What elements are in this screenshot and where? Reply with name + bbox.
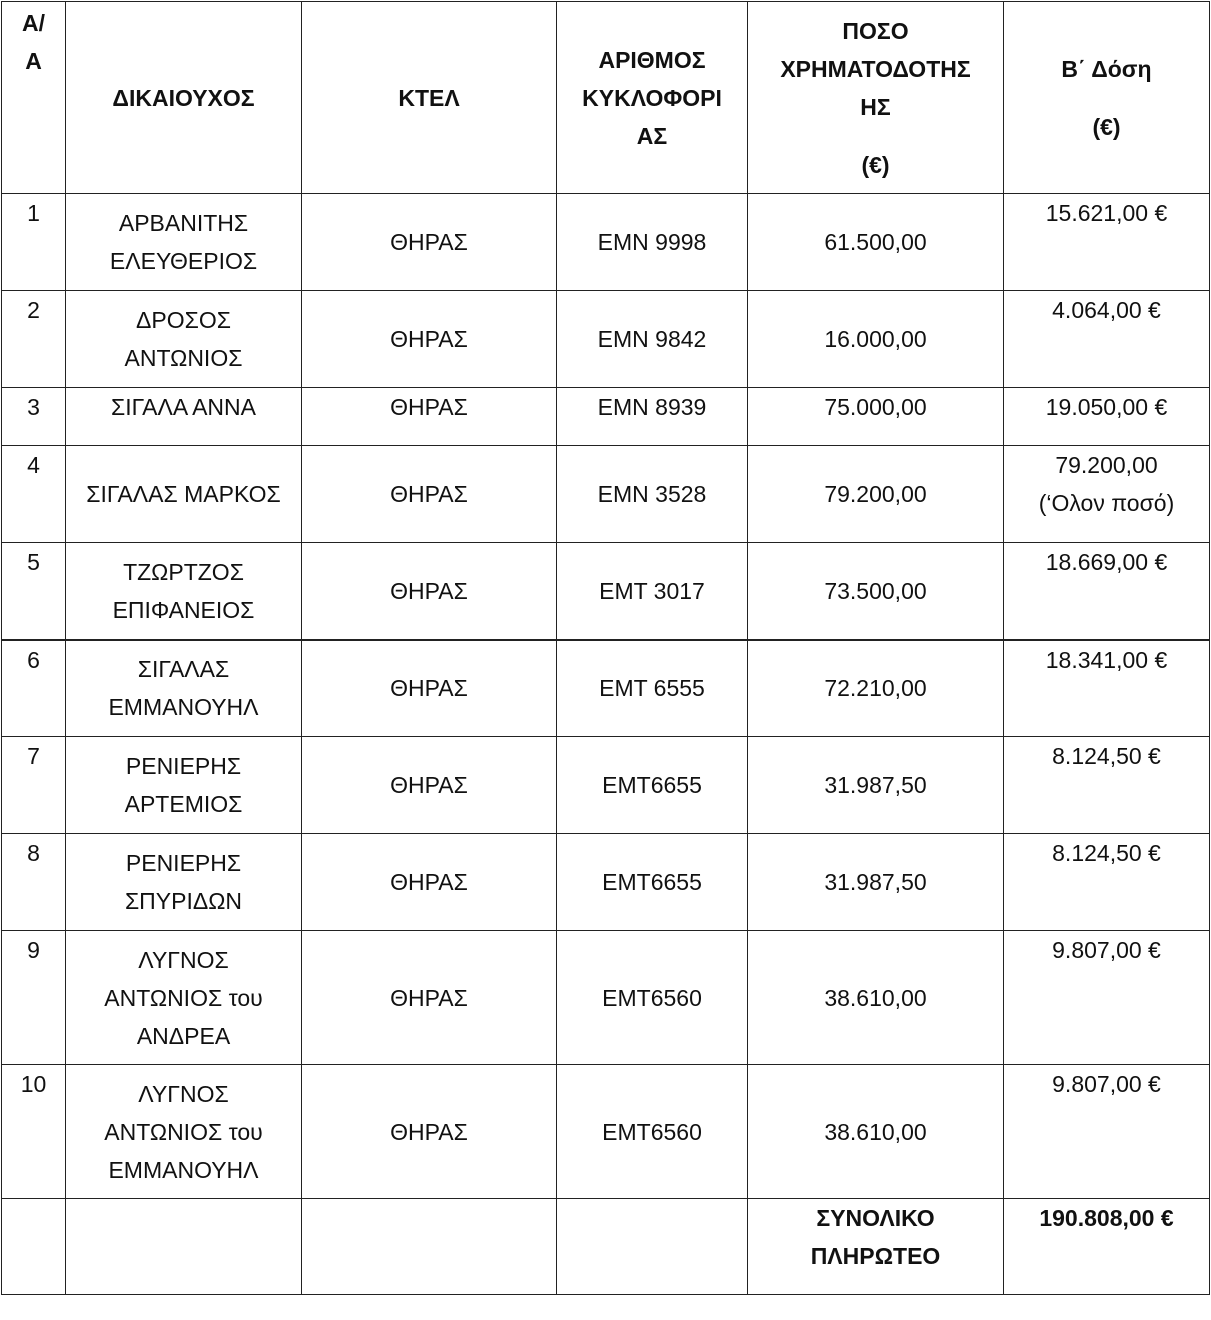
header-amount-line3: ΗΣ [860, 93, 891, 120]
header-dose-label: Β΄ Δόση [1061, 55, 1152, 82]
dose-cell [1004, 834, 1210, 931]
beneficiary-cell [66, 931, 302, 1065]
dose-cell [1004, 194, 1210, 291]
plate-cell: ΕΜΤ 6555 [557, 640, 748, 737]
dose-cell [1004, 1065, 1210, 1199]
total-row [2, 1199, 1210, 1295]
ktel-cell: ΘΗΡΑΣ [302, 194, 557, 291]
beneficiary-line: ΑΝΤΩΝΙΟΣ [124, 345, 243, 371]
row-number: 2 [2, 291, 66, 388]
beneficiary-line: ΑΡΤΕΜΙΟΣ [124, 791, 243, 817]
header-plate-line2: ΚΥΚΛΟΦΟΡΙ [582, 84, 722, 111]
dose-cell [1004, 388, 1210, 446]
dose-value: 18.669,00 € [1045, 549, 1168, 575]
beneficiary-cell [66, 194, 302, 291]
total-label [748, 1199, 1004, 1295]
beneficiary-line: ΛΥΓΝΟΣ [138, 946, 229, 973]
row-number: 3 [2, 388, 66, 446]
beneficiary-cell [66, 737, 302, 834]
plate-cell: ΕΜΤ6655 [557, 834, 748, 931]
ktel-cell: ΘΗΡΑΣ [302, 640, 557, 737]
table-row [2, 388, 1210, 446]
dose-value: 18.341,00 € [1045, 646, 1168, 673]
table-row [2, 640, 1210, 737]
beneficiary-line: ΑΝΔΡΕΑ [136, 1022, 231, 1049]
total-label-line: ΠΛΗΡΩΤΕΟ [810, 1243, 941, 1269]
beneficiary-cell [66, 291, 302, 388]
amount-cell: 73.500,00 [748, 543, 1004, 640]
beneficiary-line: ΣΙΓΑΛΑΣ [137, 656, 230, 683]
beneficiary-line: ΣΠΥΡΙΔΩΝ [124, 888, 243, 914]
beneficiary-line: ΔΡΟΣΟΣ [136, 307, 231, 333]
plate-cell: ΕΜΝ 9842 [557, 291, 748, 388]
beneficiary-line: ΑΝΤΩΝΙΟΣ του [104, 984, 263, 1011]
table-row [2, 737, 1210, 834]
header-amount [748, 2, 1004, 194]
ktel-cell: ΘΗΡΑΣ [302, 291, 557, 388]
dose-note: (‘Ολον ποσό) [1038, 490, 1175, 516]
table-row [2, 446, 1210, 543]
beneficiary-line: ΑΡΒΑΝΙΤΗΣ [118, 210, 249, 236]
total-label-line: ΣΥΝΟΛΙΚΟ [816, 1205, 935, 1231]
ktel-cell: ΘΗΡΑΣ [302, 834, 557, 931]
plate-cell: ΕΜΤ6655 [557, 737, 748, 834]
amount-cell: 79.200,00 [748, 446, 1004, 543]
ktel-cell: ΘΗΡΑΣ [302, 446, 557, 543]
dose-cell [1004, 291, 1210, 388]
empty-cell [2, 1199, 66, 1295]
row-number: 5 [2, 543, 66, 640]
amount-cell: 31.987,50 [748, 834, 1004, 931]
header-plate-line3: ΑΣ [636, 122, 668, 149]
plate-cell: ΕΜΝ 9998 [557, 194, 748, 291]
beneficiary-cell [66, 446, 302, 543]
plate-cell: ΕΜΤ6560 [557, 931, 748, 1065]
empty-cell [557, 1199, 748, 1295]
beneficiary-cell [66, 834, 302, 931]
header-dose-unit: (€) [1092, 113, 1121, 140]
table-row [2, 834, 1210, 931]
beneficiary-cell [66, 543, 302, 640]
amount-cell: 31.987,50 [748, 737, 1004, 834]
header-aa-line1: Α/ [22, 10, 45, 36]
header-plate-line1: ΑΡΙΘΜΟΣ [598, 46, 706, 73]
ktel-cell: ΘΗΡΑΣ [302, 388, 557, 446]
header-amount-line1: ΠΟΣΟ [842, 17, 909, 44]
row-number: 1 [2, 194, 66, 291]
ktel-cell: ΘΗΡΑΣ [302, 931, 557, 1065]
row-number: 8 [2, 834, 66, 931]
empty-cell [66, 1199, 302, 1295]
header-dose [1004, 2, 1210, 194]
beneficiary-line: ΡΕΝΙΕΡΗΣ [125, 850, 242, 876]
ktel-cell: ΘΗΡΑΣ [302, 737, 557, 834]
amount-cell: 16.000,00 [748, 291, 1004, 388]
beneficiary-line: ΕΜΜΑΝΟΥΗΛ [108, 694, 259, 721]
header-amount-line2: ΧΡΗΜΑΤΟΔΟΤΗΣ [780, 55, 971, 82]
beneficiary-line: ΕΠΙΦΑΝΕΙΟΣ [112, 596, 255, 623]
beneficiary-cell [66, 388, 302, 446]
dose-cell [1004, 737, 1210, 834]
payments-table [1, 1, 1210, 1295]
row-number: 10 [2, 1065, 66, 1199]
table-row [2, 194, 1210, 291]
dose-value: 9.807,00 € [1052, 937, 1161, 963]
dose-value: 15.621,00 € [1045, 200, 1168, 226]
dose-cell [1004, 446, 1210, 543]
table-row [2, 1065, 1210, 1199]
dose-value: 8.124,50 € [1052, 840, 1161, 866]
header-amount-unit: (€) [861, 151, 890, 178]
dose-value: 9.807,00 € [1052, 1071, 1161, 1097]
plate-cell: ΕΜΤ6560 [557, 1065, 748, 1199]
plate-cell: ΕΜΝ 3528 [557, 446, 748, 543]
beneficiary-line: ΡΕΝΙΕΡΗΣ [125, 753, 242, 779]
amount-cell: 38.610,00 [748, 1065, 1004, 1199]
dose-cell [1004, 543, 1210, 640]
plate-cell: ΕΜΤ 3017 [557, 543, 748, 640]
dose-value: 4.064,00 € [1052, 297, 1161, 323]
header-row [2, 2, 1210, 194]
beneficiary-line: ΣΙΓΑΛΑ ΑΝΝΑ [111, 394, 256, 420]
amount-cell: 61.500,00 [748, 194, 1004, 291]
row-number: 6 [2, 640, 66, 737]
total-value: 190.808,00 € [1004, 1199, 1210, 1295]
header-ktel: ΚΤΕΛ [302, 2, 557, 194]
dose-cell [1004, 640, 1210, 737]
dose-value: 79.200,00 [1055, 452, 1158, 478]
ktel-cell: ΘΗΡΑΣ [302, 543, 557, 640]
table-row [2, 543, 1210, 640]
row-number: 9 [2, 931, 66, 1065]
beneficiary-line: ΕΛΕΥΘΕΡΙΟΣ [109, 248, 258, 274]
dose-value: 8.124,50 € [1052, 743, 1161, 769]
row-number: 7 [2, 737, 66, 834]
beneficiary-line: ΣΙΓΑΛΑΣ ΜΑΡΚΟΣ [86, 481, 281, 507]
beneficiary-line: ΑΝΤΩΝΙΟΣ του [104, 1118, 263, 1145]
table-row [2, 291, 1210, 388]
header-beneficiary: ΔΙΚΑΙΟΥΧΟΣ [66, 2, 302, 194]
dose-value: 19.050,00 € [1045, 394, 1168, 420]
amount-cell: 72.210,00 [748, 640, 1004, 737]
beneficiary-line: ΕΜΜΑΝΟΥΗΛ [108, 1156, 259, 1183]
header-aa-line2: Α [25, 48, 42, 74]
plate-cell: ΕΜΝ 8939 [557, 388, 748, 446]
beneficiary-cell [66, 640, 302, 737]
dose-cell [1004, 931, 1210, 1065]
empty-cell [302, 1199, 557, 1295]
beneficiary-line: ΛΥΓΝΟΣ [138, 1080, 229, 1107]
amount-cell: 38.610,00 [748, 931, 1004, 1065]
row-number: 4 [2, 446, 66, 543]
header-aa [2, 2, 66, 194]
amount-cell: 75.000,00 [748, 388, 1004, 446]
beneficiary-cell [66, 1065, 302, 1199]
ktel-cell: ΘΗΡΑΣ [302, 1065, 557, 1199]
beneficiary-line: ΤΖΩΡΤΖΟΣ [123, 558, 244, 585]
header-plate [557, 2, 748, 194]
table-row [2, 931, 1210, 1065]
